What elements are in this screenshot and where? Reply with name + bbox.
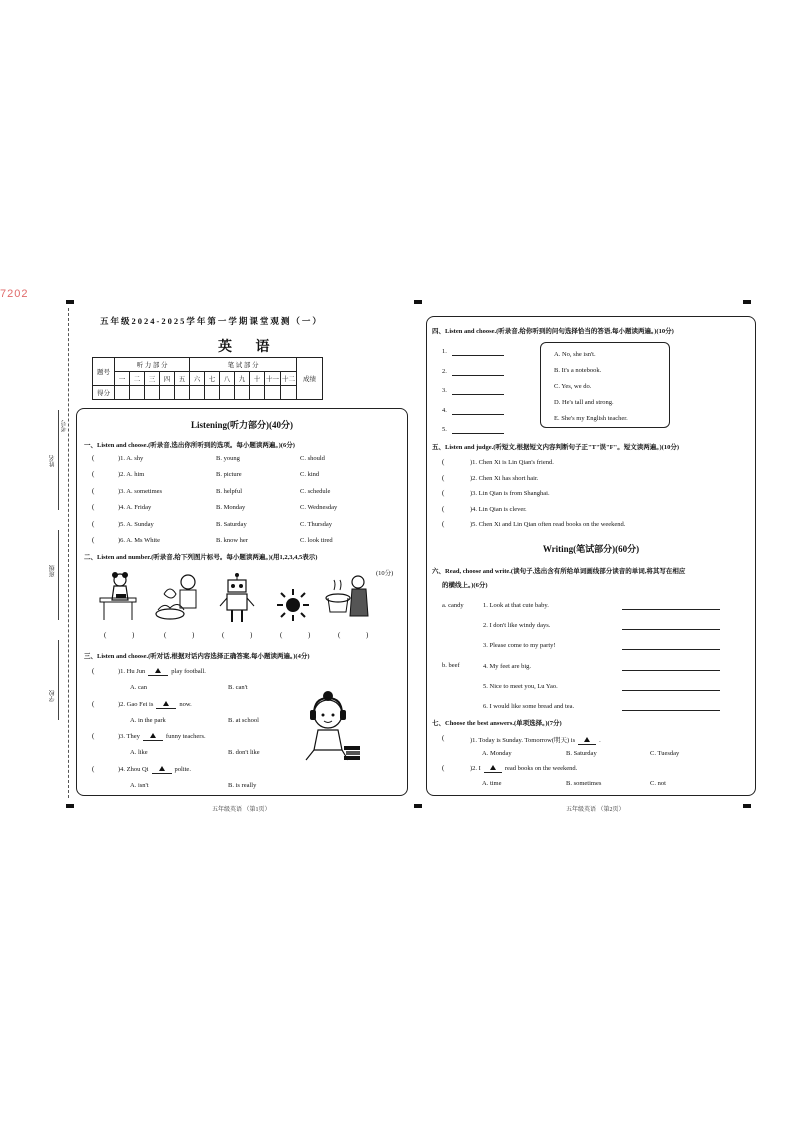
answer-bracket[interactable]: (	[442, 764, 445, 772]
score-table-header: 听 力 部 分	[115, 358, 190, 372]
s4-option: E. She's my English teacher.	[554, 415, 628, 422]
s3-question	[118, 668, 206, 676]
answer-line[interactable]	[452, 375, 504, 376]
exam-title: 五年级2024-2025学年第一学期课堂观测（一）	[100, 316, 323, 326]
s1-item-c: C. look tired	[300, 537, 333, 544]
score-cell	[265, 386, 281, 400]
s3-question-start: )3. They	[118, 733, 140, 740]
answer-bracket[interactable]: (	[92, 503, 95, 512]
section6-word-a: a. candy	[442, 602, 464, 609]
s7-option-b: B. sometimes	[566, 780, 602, 787]
picture-bracket-close[interactable]: )	[192, 631, 195, 639]
s4-number: 2.	[442, 367, 447, 375]
score-cell	[130, 386, 145, 400]
section5-title: 五、Listen and judge.(听短文,根据短文内容判断句子正"T"误"F"。短文读两遍。)(10分)	[432, 444, 679, 451]
s1-item-b: B. know her	[216, 537, 248, 544]
answer-bracket[interactable]: (	[442, 520, 445, 528]
s3-question	[118, 701, 192, 709]
s4-number: 3.	[442, 387, 447, 394]
s6-sentence: 3. Please come to my party!	[483, 642, 556, 650]
s3-option-b: B. can't	[228, 684, 248, 691]
s1-item-a: )2. A. him	[118, 471, 145, 479]
s4-number: 5.	[442, 426, 447, 433]
answer-line[interactable]	[452, 414, 504, 415]
registration-mark	[66, 300, 74, 304]
answer-bracket[interactable]: (	[92, 699, 95, 708]
answer-bracket[interactable]: (	[442, 489, 445, 497]
stamp: 7202	[0, 288, 29, 300]
picture-bracket-close[interactable]: )	[308, 631, 311, 639]
answer-blank[interactable]	[484, 765, 502, 773]
s4-number: 4.	[442, 406, 447, 414]
margin-label-name: 姓名	[50, 455, 56, 467]
s3-question-start: )2. Gao Fei is	[118, 700, 154, 708]
s1-item-b: B. young	[216, 455, 240, 462]
answer-line[interactable]	[452, 433, 504, 434]
score-table-header: 成绩	[297, 358, 323, 400]
picture-bracket-open[interactable]: (	[338, 631, 341, 639]
score-row-label: 得分	[93, 386, 115, 400]
section6-word-b: b. beef	[442, 662, 460, 669]
s6-sentence: 1. Look at that cute baby.	[483, 602, 549, 609]
picture-sun	[276, 588, 310, 622]
s1-item-a: )5. A. Sunday	[118, 520, 154, 528]
s4-number: 1.	[442, 348, 447, 355]
score-cell	[250, 386, 265, 400]
answer-blank[interactable]	[143, 733, 163, 741]
s7-option-c: C. Tuesday	[650, 750, 680, 757]
triangle-icon	[155, 668, 161, 673]
score-cell	[115, 386, 130, 400]
score-col: 八	[220, 372, 235, 386]
score-cell	[145, 386, 160, 400]
margin-label-school: 学校	[50, 690, 56, 702]
s1-item-b: B. picture	[216, 471, 242, 479]
answer-bracket[interactable]: (	[92, 764, 95, 773]
s3-option-a: A. like	[130, 749, 148, 756]
score-cell	[175, 386, 190, 400]
margin-label-class: 班级	[50, 565, 56, 577]
s1-item-a: )3. A. sometimes	[118, 487, 163, 495]
answer-bracket[interactable]: (	[92, 667, 95, 675]
s6-sentence: 2. I don't like windy days.	[483, 622, 551, 630]
answer-bracket[interactable]: (	[442, 473, 445, 482]
section3-title: 三、Listen and choose.(听对话,根据对话内容选择正确答案,每小题读两遍。)(4分)	[84, 653, 310, 660]
score-col: 十	[250, 372, 265, 386]
triangle-icon	[584, 737, 590, 742]
section4-title: 四、Listen and choose.(听录音,给你听到的问句选择恰当的答语,每小题读两遍。)(10分)	[432, 328, 674, 335]
s7-question-start: )1. Today is Sunday. Tomorrow(明天) is	[470, 737, 576, 744]
s7-question-end: read books on the weekend.	[504, 765, 578, 772]
answer-bracket[interactable]: (	[442, 504, 445, 513]
s6-sentence: 5. Nice to meet you, Lu Yao.	[483, 682, 558, 690]
s7-option-a: A. time	[482, 780, 502, 787]
registration-mark	[414, 804, 422, 808]
answer-line[interactable]	[622, 609, 720, 610]
registration-mark	[414, 300, 422, 304]
s1-item-b: B. Saturday	[216, 520, 247, 528]
score-col: 七	[205, 372, 220, 386]
s6-sentence: 6. I would like some bread and tea.	[483, 703, 575, 710]
answer-line[interactable]	[452, 394, 504, 395]
score-cell	[220, 386, 235, 400]
margin-field-line	[58, 530, 59, 620]
s3-question-start: )4. Zhou Qi	[118, 765, 149, 773]
s3-option-b: B. don't like	[228, 749, 260, 756]
triangle-icon	[490, 765, 496, 770]
s7-question	[470, 735, 601, 745]
answer-bracket[interactable]: (	[92, 519, 95, 528]
subject-title: 英 语	[218, 340, 280, 355]
picture-girl-headphones	[298, 690, 366, 768]
picture-bracket-open[interactable]: (	[164, 631, 167, 639]
answer-bracket[interactable]: (	[92, 454, 95, 462]
page1-footer: 五年级英语 （第1页）	[212, 807, 271, 813]
s1-item-c: C. Wednesday	[300, 504, 338, 512]
s7-option-a: A. Monday	[482, 750, 512, 757]
score-col: 四	[160, 372, 175, 386]
s4-option: C. Yes, we do.	[554, 383, 592, 390]
score-cell	[190, 386, 205, 400]
answer-line[interactable]	[622, 710, 720, 711]
registration-mark	[743, 804, 751, 808]
score-table-header: 笔 试 部 分	[190, 358, 297, 372]
score-col: 六	[190, 372, 205, 386]
score-cell	[205, 386, 220, 400]
s3-option-b: B. is really	[228, 781, 257, 789]
s6-sentence: 4. My feet are big.	[483, 662, 532, 670]
score-col: 十二	[281, 372, 297, 386]
score-col: 二	[130, 372, 145, 386]
margin-field-line	[58, 640, 59, 720]
answer-bracket[interactable]: (	[92, 732, 95, 740]
s7-question	[470, 765, 577, 773]
score-cell	[235, 386, 250, 400]
answer-blank[interactable]	[156, 701, 176, 709]
picture-bracket-open[interactable]: (	[104, 631, 107, 639]
answer-bracket[interactable]: (	[92, 536, 95, 544]
score-table	[92, 357, 323, 400]
binding-line	[68, 308, 69, 798]
s3-question-end: polite.	[174, 765, 191, 773]
s1-item-c: C. Thursday	[300, 520, 333, 528]
s1-item-b: B. Monday	[216, 504, 246, 512]
picture-bracket-close[interactable]: )	[250, 631, 253, 639]
section2-score: (10分)	[376, 570, 394, 577]
s3-question-end: now.	[179, 700, 192, 708]
s3-question-start: )1. Hu Jun	[118, 668, 146, 675]
page2-footer: 五年级英语 （第2页）	[566, 807, 625, 813]
answer-line[interactable]	[622, 629, 720, 630]
registration-mark	[743, 300, 751, 304]
margin-label-id: 考号	[62, 420, 68, 432]
answer-blank[interactable]	[152, 766, 172, 774]
answer-blank[interactable]	[148, 668, 168, 676]
s3-option-a: A. isn't	[130, 781, 149, 789]
s3-option-a: A. in the park	[130, 716, 166, 724]
answer-line[interactable]	[622, 690, 720, 691]
s1-item-c: C. schedule	[300, 487, 331, 495]
picture-boy-washing	[150, 572, 206, 624]
picture-robot	[218, 572, 256, 624]
s1-item-a: )6. A. Ms White	[118, 537, 160, 544]
answer-line[interactable]	[622, 649, 720, 650]
score-cell	[160, 386, 175, 400]
margin-field-line	[58, 410, 59, 510]
s3-question-end: funny teachers.	[165, 733, 206, 740]
answer-line[interactable]	[622, 670, 720, 671]
s3-option-a: A. can	[130, 684, 147, 691]
score-col: 九	[235, 372, 250, 386]
score-col: 五	[175, 372, 190, 386]
section6-title: 六、Read, choose and write.(读句子,选出含有所给单词画线部分读音的单词,将其写在相应	[432, 568, 686, 575]
s1-item-c: C. should	[300, 455, 325, 462]
s1-item-a: )4. A. Friday	[118, 504, 152, 512]
s4-option: D. He's tall and strong.	[554, 399, 614, 406]
s5-statement: )2. Chen Xi has short hair.	[470, 474, 539, 482]
s5-statement: )3. Lin Qian is from Shanghai.	[470, 490, 550, 497]
s5-statement: )4. Lin Qian is clever.	[470, 505, 527, 513]
s3-option-b: B. at school	[228, 716, 259, 724]
answer-bracket[interactable]: (	[92, 486, 95, 495]
score-table-header: 题号	[93, 358, 115, 386]
score-col: 十一	[265, 372, 281, 386]
s5-statement: )5. Chen Xi and Lin Qian often read books on the weekend.	[470, 521, 626, 528]
answer-bracket[interactable]: (	[442, 734, 445, 742]
section2-title: 二、Listen and number.(听录音,给下列图片标号。每小题读两遍。)(用1,2,3,4,5表示)	[84, 554, 318, 561]
s5-statement: )1. Chen Xi is Lin Qian's friend.	[470, 459, 554, 466]
writing-heading: Writing(笔试部分)(60分)	[542, 544, 640, 554]
score-cell	[281, 386, 297, 400]
s7-question-start: )2. I	[470, 765, 481, 772]
score-col: 三	[145, 372, 160, 386]
answer-bracket[interactable]: (	[442, 458, 445, 466]
answer-bracket[interactable]: (	[92, 470, 95, 479]
listening-heading: Listening(听力部分)(40分)	[191, 420, 293, 430]
s1-item-c: C. kind	[300, 471, 320, 479]
s7-question-end: .	[599, 737, 601, 744]
picture-bracket-open[interactable]: (	[280, 631, 283, 639]
picture-bracket-open[interactable]: (	[222, 631, 225, 639]
registration-mark	[66, 804, 74, 808]
section7-title: 七、Choose the best answers.(单项选择。)(7分)	[432, 720, 562, 727]
triangle-icon	[150, 733, 156, 738]
picture-girl-studying	[96, 570, 140, 622]
s7-option-b: B. Saturday	[566, 750, 597, 757]
answer-line[interactable]	[452, 355, 504, 356]
triangle-icon	[159, 766, 165, 771]
answer-blank[interactable]	[578, 737, 596, 745]
triangle-icon	[163, 701, 169, 706]
s3-question-end: play football.	[171, 668, 206, 675]
s4-option: A. No, she isn't.	[554, 351, 596, 358]
s1-item-b: B. helpful	[216, 487, 242, 495]
picture-cooking	[322, 572, 374, 624]
s4-option: B. It's a notebook.	[554, 367, 602, 374]
section6-title-cont: 的横线上。)(6分)	[442, 582, 488, 589]
score-col: 一	[115, 372, 130, 386]
s3-question	[118, 766, 191, 774]
s7-option-c: C. not	[650, 780, 666, 787]
s3-question	[118, 733, 206, 741]
picture-bracket-close[interactable]: )	[132, 631, 135, 639]
section1-title: 一、Listen and choose.(听录音,选出你所听到的选项。每小题读两遍。)(6分)	[84, 442, 295, 449]
s1-item-a: )1. A. shy	[118, 455, 144, 462]
picture-bracket-close[interactable]: )	[366, 631, 369, 639]
